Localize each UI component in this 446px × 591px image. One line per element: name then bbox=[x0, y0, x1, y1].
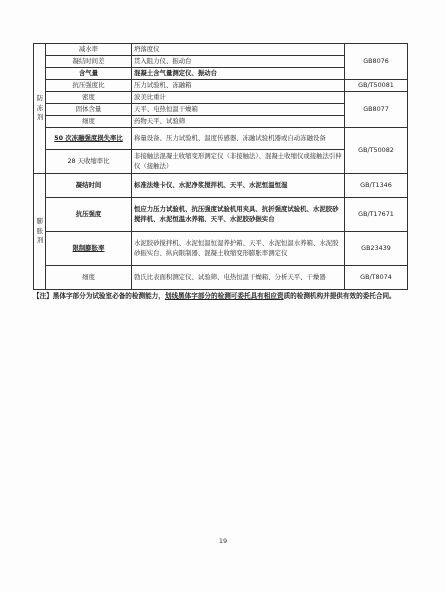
item-cell: 减水率 bbox=[46, 44, 132, 56]
item-cell: 固体含量 bbox=[46, 104, 132, 116]
standard-cell: GB/T17671 bbox=[345, 198, 408, 232]
category-cell: 防冻剂 bbox=[34, 44, 46, 174]
standard-cell: GB8076 bbox=[345, 44, 408, 80]
equipment-cell: 天平、电热恒温干燥箱 bbox=[132, 104, 345, 116]
equipment-cell: 非接触法混凝土收缩变形测定仪（非接触法）、混凝土收缩仪或接触法引伸仪（接触法） bbox=[132, 150, 345, 174]
equipment-cell: 标准法维卡仪、水泥净浆搅拌机、天平、水泥恒温恒湿 bbox=[132, 174, 345, 198]
item-cell: 凝结时间差 bbox=[46, 56, 132, 68]
footnote bbox=[33, 292, 407, 302]
item-cell: 细度 bbox=[46, 116, 132, 128]
equipment-cell: 恒应力压力试验机、抗压强度试验机用夹具、抗折强度试验机、水泥胶砂搅拌机、水泥恒温水养箱、天平、水泥胶砂振实台 bbox=[132, 198, 345, 232]
equipment-cell: 坍落度仪 bbox=[132, 44, 345, 56]
table-row bbox=[34, 80, 408, 92]
item-cell: 抗压强度比 bbox=[46, 80, 132, 92]
equipment-cell: 压力试验机、冻融箱 bbox=[132, 80, 345, 92]
table-row bbox=[34, 198, 408, 232]
table-row bbox=[34, 128, 408, 150]
equipment-cell: 混凝土含气量测定仪、振动台 bbox=[132, 68, 345, 80]
standard-cell: GB8077 bbox=[345, 92, 408, 128]
standard-cell: GB/T8074 bbox=[345, 266, 408, 290]
table-row bbox=[34, 92, 408, 104]
item-cell: 限制膨胀率 bbox=[46, 232, 132, 266]
table-row bbox=[34, 174, 408, 198]
item-cell: 含气量 bbox=[46, 68, 132, 80]
equipment-cell: 波美比重计 bbox=[132, 92, 345, 104]
category-cell: 膨胀剂 bbox=[34, 174, 46, 290]
equipment-cell: 勃氏比表面积测定仪、试验筛、电热恒温干燥箱、分析天平、干燥器 bbox=[132, 266, 345, 290]
item-cell: 细度 bbox=[46, 266, 132, 290]
table-row bbox=[34, 232, 408, 266]
item-cell: 抗压强度 bbox=[46, 198, 132, 232]
equipment-cell: 药物天平、试验筛 bbox=[132, 116, 345, 128]
footnote-underlined: 划线黑体字部分的检测可委托具有相应资 bbox=[164, 292, 284, 300]
standard-cell: GB/T50081 bbox=[345, 80, 408, 92]
standard-cell: GB/T1346 bbox=[345, 174, 408, 198]
table-row bbox=[34, 44, 408, 56]
item-cell: 密度 bbox=[46, 92, 132, 104]
equipment-cell: 水泥胶砂搅拌机、水泥恒温恒湿养护箱、天平、水泥恒温水养箱、水泥胶砂振实台、纵向限制器、混凝土收缩变形膨胀率测定仪 bbox=[132, 232, 345, 266]
standard-cell: GB23439 bbox=[345, 232, 408, 266]
item-cell: 凝结时间 bbox=[46, 174, 132, 198]
footnote-prefix: 【注】黑体字部分为试验室必备的检测能力， bbox=[33, 292, 165, 300]
item-cell: 50 次冻融强度损失率比 bbox=[46, 128, 132, 150]
spec-table bbox=[33, 43, 408, 290]
table-row bbox=[34, 266, 408, 290]
page-number: 19 bbox=[218, 537, 228, 545]
standard-cell: GB/T50082 bbox=[345, 128, 408, 174]
equipment-cell: 贯入阻力仪、振动台 bbox=[132, 56, 345, 68]
footnote-suffix: 质的检测机构并提供有效的委托合同。 bbox=[283, 292, 396, 300]
item-cell: 28 天收缩率比 bbox=[46, 150, 132, 174]
equipment-cell: 称量设备、压力试验机、温度传感器、冻融试验机器或自动冻融设备 bbox=[132, 128, 345, 150]
